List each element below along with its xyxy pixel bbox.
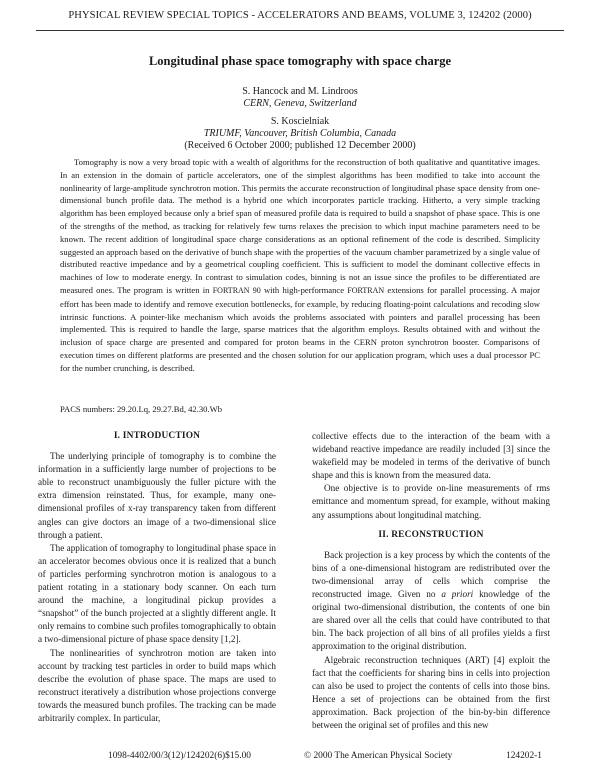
author-group-1 <box>40 86 560 110</box>
author-group-2 <box>40 116 560 152</box>
received-dates: (Received 6 October 2000; published 12 December 2000) <box>184 140 416 151</box>
author-affiliation-1: CERN, Geneva, Switzerland <box>243 98 357 109</box>
reconstruction-paragraph-1 <box>312 549 550 654</box>
intro-paragraph-2: The application of tomography to longitudinal phase space in an accelerator becomes obvious once it is realized that a bunch of particles performing synchrotron motion is analogous to a patient rotating in a stationary body scanner. On each turn around the machine, a longitudinal pickup provides a “snapshot” of the bunch projected at a slightly different angle. It only remains to combine such profiles tomographically to obtain a two-dimensional picture of phase space density [1,2]. <box>38 542 276 645</box>
author-names-1: S. Hancock and M. Lindroos <box>242 86 358 97</box>
abstract-fortran: FORTRAN <box>347 285 385 295</box>
reconstruction-paragraph-2: Algebraic reconstruction techniques (ART) [4] exploit the fact that the coefficients for sharing bins in cells into projection can also be used to project the contents of cells into those bins. Hence a set of projections can be obtained from the first approximation. Back projection of the bin-by-bin difference between the original set of profiles and this new <box>312 654 550 730</box>
right-column <box>312 430 550 732</box>
abstract-text-2: with high-performance <box>260 284 348 295</box>
right-paragraph-objective: One objective is to provide on-line measurements of rms emittance and momentum spread, for example, without making any assumptions about longitudinal matching. <box>312 483 550 520</box>
author-names-2: S. Koscielniak <box>270 116 330 127</box>
reconstruction-italic: a priori <box>441 589 474 600</box>
left-column <box>38 430 276 725</box>
abstract-text-3: extensions for parallel processing. A major effort has been made to identify and remove execution bottlenecks, for example, by reducing floating-point calculations and recoding slow intrinsic functions. A pointer-like mechanism which avoids the problems associated with pointers and parallel processing has been implemented. This is required to handle the large, sparse matrices that the algorithm employs. Results obtained with and without the inclusion of space charge are presented and compared for proton beams in the CERN proton synchrotron booster. Comparisons of execution times on different platforms are presented and the chosen solution for our application program, which uses a dual processor PC for the number crunching, is described. <box>60 284 540 373</box>
section-heading-introduction: I. INTRODUCTION <box>113 431 201 441</box>
footer-page-number: 124202-1 <box>506 751 542 761</box>
footer-code: 1098-4402/00/3(12)/124202(6)$15.00 <box>108 751 251 761</box>
reconstruction-text-a: Back projection is a key process by which the contents of the bins of a one-dimensional histogram are redistributed over the two-dimensional array of cells which comprise the reconstructed image. Given no <box>312 549 550 600</box>
running-head: PHYSICAL REVIEW SPECIAL TOPICS - ACCELERATORS AND BEAMS, VOLUME 3, 124202 (2000) <box>68 10 532 21</box>
intro-paragraph-1: The underlying principle of tomography is to combine the information in a sufficiently large number of projections to be able to reconstruct unambiguously the fuller picture with the extra dimension reinstated. Thus, for example, many one-dimensional profiles of x-ray transparency taken from different angles can give doctors an image of a two-dimensional slice through a patient. <box>38 451 276 540</box>
abstract <box>60 156 540 375</box>
header-rule <box>36 30 564 31</box>
intro-paragraph-3: The nonlinearities of synchrotron motion are taken into account by tracking test particles in order to build maps which describe the evolution of phase space. The maps are used to reconstruct iteratively a distribution whose projections converge towards the measured bunch profiles. The tracking can be made arbitrarily complex. In particular, <box>38 647 276 723</box>
abstract-text-1: Tomography is now a very broad topic with a wealth of algorithms for the reconstruction of both qualitative and quantitative images. In an extension in the domain of particle accelerators, one of the simplest algorithms has been modified to take into account the nonlinearity of large-amplitude synchrotron motion. This permits the accurate reconstruction of longitudinal phase space density from one-dimensional bunch profile data. The method is a hybrid one which incorporates particle tracking. Hitherto, a very simple tracking algorithm has been employed because only a brief span of measured profile data is required to build a snapshot of phase space. This is one of the strengths of the method, as tracking for relatively few turns relaxes the precision to which input machine parameters need to be known. The recent addition of longitudinal space charge considerations as an optional refinement of the code is described. Simplicity suggested an approach based on the derivative of bunch shape with the properties of the vacuum chamber parametrized by a single value of distributed reactive impedance and by a geometrical coupling coefficient. This is sufficient to model the dominant collective effects in machines of low to moderate energy. In contrast to simulation codes, binning is not an issue since the profiles to be differentiated are measured ones. The program is written in <box>60 157 540 295</box>
author-affiliation-2: TRIUMF, Vancouver, British Columbia, Canada <box>203 128 397 139</box>
section-heading-reconstruction: II. RECONSTRUCTION <box>378 529 484 540</box>
reconstruction-text-b: knowledge of the original two-dimensional distribution, the contents of one bin are shared over all the cells that could have contributed to that bin. The back projection of all bins of all profiles yields a first approximation to the original distribution. <box>312 589 550 652</box>
right-paragraph-continued: collective effects due to the interaction of the beam with a wideband reactive impedance are readily included [3] since the wakefield may be modeled in terms of the derivative of bunch shape and this is known from the measured data. <box>312 431 550 481</box>
pacs-numbers: PACS numbers: 29.20.Lq, 29.27.Bd, 42.30.Wb <box>60 404 223 414</box>
paper-title: Longitudinal phase space tomography with space charge <box>148 54 452 68</box>
footer-copyright: © 2000 The American Physical Society <box>304 751 453 761</box>
abstract-fortran90: FORTRAN 90 <box>212 285 261 295</box>
